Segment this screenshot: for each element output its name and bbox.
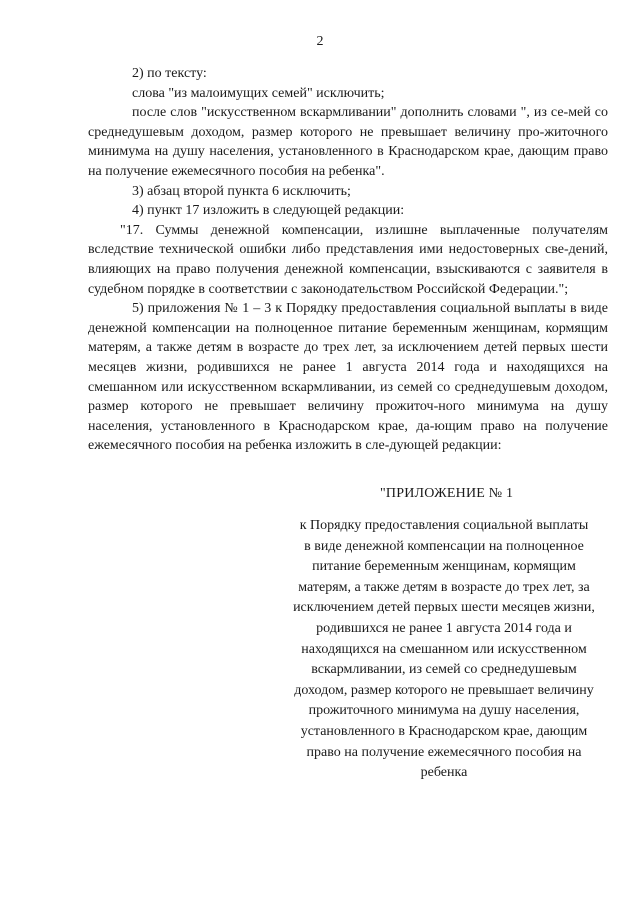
appendix-subtitle-line: к Порядку предоставления социальной выплаты xyxy=(299,518,589,533)
paragraph-quoted-item-17: "17. Суммы денежной компенсации, излишне выплаченные получателям вследствие технической ошибки либо представления ими недостоверных све-дений, влияющих на право получения денежной компенсации, взыскиваются с заявителя в судебном порядке в соответствии с законодательством Российской Федерации."; xyxy=(88,222,608,297)
appendix-subtitle-line: право на получение ежемесячного пособия на xyxy=(306,744,582,760)
paragraph-item-3: 3) абзац второй пункта 6 исключить; xyxy=(132,183,351,199)
appendix-subtitle-line: исключением детей первых шести месяцев жизни, xyxy=(293,600,595,616)
appendix-title: "ПРИЛОЖЕНИЕ № 1 xyxy=(380,486,514,501)
appendix-subtitle-line: доходом, размер которого не превышает величину xyxy=(294,682,594,698)
paragraph-item-4: 4) пункт 17 изложить в следующей редакции: xyxy=(132,203,405,219)
appendix-subtitle-line: матерям, а также детям в возрасте до трех лет, за xyxy=(298,579,590,595)
appendix-subtitle-line: ребенка xyxy=(420,765,468,781)
paragraph-after-words: после слов "искусственном вскармливании" дополнить словами ", из се-мей со среднедушевым доходом, размер которого не превышает величину про-житочного минимума на душу населения, установленного в Краснодарском крае, дающим право на получение ежемесячного пособия на ребенка". xyxy=(88,105,608,179)
paragraph-words-exclude: слова "из малоимущих семей" исключить; xyxy=(132,85,385,101)
appendix-subtitle-line: в виде денежной компенсации на полноценное xyxy=(304,538,584,554)
appendix-subtitle-line: родившихся не ранее 1 августа 2014 года и xyxy=(316,620,572,636)
page-number: 2 xyxy=(316,34,324,49)
appendix-subtitle-line: питание беременным женщинам, кормящим xyxy=(312,559,576,575)
appendix-subtitle xyxy=(276,516,612,784)
appendix-subtitle-line: находящихся на смешанном или искусственном xyxy=(301,641,587,657)
document-body xyxy=(88,64,608,456)
paragraph-text-amendment: 2) по тексту: xyxy=(132,66,207,81)
appendix-subtitle-line: вскармливании, из семей со среднедушевым xyxy=(311,662,577,678)
paragraph-item-5: 5) приложения № 1 – 3 к Порядку предоставления социальной выплаты в виде денежной компенсации на полноценное питание беременным женщинам, кормящим матерям, а также детям в возрасте до трех лет, за исключением детей первых шести месяцев жизни, родившихся не ранее 1 августа 2014 года и находящихся на смешанном или искусственном вскармливании, из семей со среднедушевым доходом, размер которого не превышает величину прожиточ-ного минимума на душу населения, установленного в Краснодарском крае, да-ющим право на получение ежемесячного пособия на ребенка изложить в сле-дующей редакции: xyxy=(88,301,608,454)
appendix-subtitle-line: прожиточного минимума на душу населения, xyxy=(308,703,580,719)
appendix-subtitle-line: установленного в Краснодарском крае, дающим xyxy=(300,723,588,739)
